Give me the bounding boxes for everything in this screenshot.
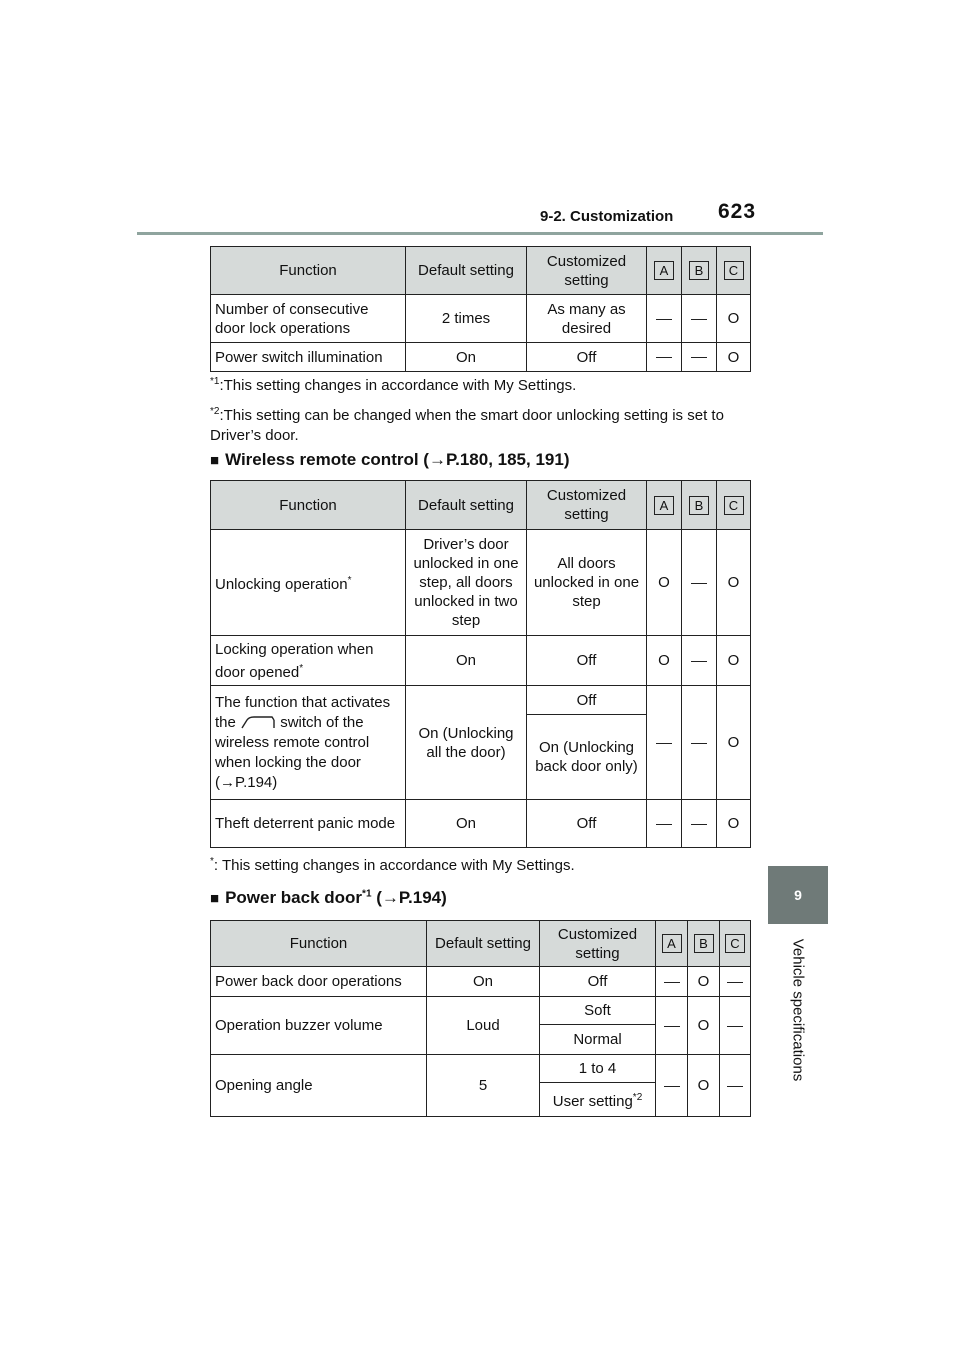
dash-mark (656, 743, 672, 744)
o-mark: O (717, 800, 751, 848)
o-mark: O (717, 686, 751, 800)
o-mark: O (647, 636, 682, 686)
dash-mark (656, 824, 672, 825)
cell-function: Number of consecutive door lock operations (211, 295, 406, 343)
dash-mark (691, 824, 707, 825)
chapter-tab: 9 (768, 866, 828, 924)
square-bullet-icon: ■ (210, 890, 220, 907)
dash-mark (691, 319, 707, 320)
cell-custom: All doors unlocked in one step (527, 530, 647, 636)
o-mark: O (717, 636, 751, 686)
cell-default: On (427, 967, 540, 997)
section-title: Power back door (225, 888, 363, 907)
section-ref: (→P.194) (376, 888, 447, 907)
col-b-box: B (689, 261, 709, 280)
col-a-box: A (654, 261, 674, 280)
dash-mark (656, 319, 672, 320)
footnote-mark: * (299, 662, 304, 674)
section-wireless-remote (210, 450, 569, 470)
footnote-mark: * (347, 575, 352, 586)
cell-default: On (Unlocking all the door) (406, 686, 527, 800)
cell-custom: On (Unlocking back door only) (527, 715, 647, 800)
page-number: 623 (718, 200, 757, 223)
function-text: Unlocking operation (215, 576, 348, 593)
cell-custom (540, 1083, 656, 1117)
cell-default: 2 times (406, 295, 527, 343)
o-mark: O (688, 997, 720, 1055)
col-customized: Customized setting (527, 481, 647, 530)
settings-table-3 (210, 920, 751, 1117)
function-text: The function that activates the (215, 693, 391, 731)
col-b-box: B (694, 934, 714, 953)
o-mark: O (717, 343, 751, 372)
col-a-box: A (662, 934, 682, 953)
col-c-box: C (724, 261, 744, 280)
dash-mark (691, 357, 707, 358)
col-a-box: A (654, 496, 674, 515)
square-bullet-icon: ■ (210, 452, 220, 469)
col-b-box: B (689, 496, 709, 515)
dash-mark (727, 1086, 743, 1087)
footnote-1 (210, 376, 576, 394)
settings-table-2 (210, 480, 751, 848)
back-door-icon (240, 716, 276, 730)
col-function: Function (211, 481, 406, 530)
o-mark: O (717, 295, 751, 343)
cell-custom: Off (527, 343, 647, 372)
cell-default: Loud (427, 997, 540, 1055)
col-function: Function (211, 921, 427, 967)
cell-function: Opening angle (211, 1055, 427, 1117)
section-power-back-door (210, 888, 447, 908)
dash-mark (691, 661, 707, 662)
col-default: Default setting (406, 481, 527, 530)
col-customized: Customized setting (527, 247, 647, 295)
section-header: 9-2. Customization (540, 208, 674, 225)
col-default: Default setting (427, 921, 540, 967)
col-customized: Customized setting (540, 921, 656, 967)
cell-custom: Normal (540, 1025, 656, 1055)
cell-function: Operation buzzer volume (211, 997, 427, 1055)
section-title: Wireless remote control (→P.180, 185, 191) (225, 450, 570, 469)
cell-custom: Soft (540, 997, 656, 1025)
settings-table-1 (210, 246, 751, 372)
o-mark: O (688, 1055, 720, 1117)
dash-mark (664, 1026, 680, 1027)
dash-mark (691, 743, 707, 744)
o-mark: O (647, 530, 682, 636)
col-c-box: C (724, 496, 744, 515)
function-text: switch of the wireless remote control when locking the door (→P.194) (215, 713, 370, 791)
cell-default: Driver’s door unlocked in one step, all doors unlocked in two step (406, 530, 527, 636)
dash-mark (664, 982, 680, 983)
cell-custom: As many as desired (527, 295, 647, 343)
o-mark: O (717, 530, 751, 636)
cell-function: Theft deterrent panic mode (211, 800, 406, 848)
dash-mark (727, 1026, 743, 1027)
footnote-text: :This setting can be changed when the smart door unlocking setting is set to Driver’s door. (210, 407, 724, 444)
col-function: Function (211, 247, 406, 295)
cell-default: On (406, 636, 527, 686)
footnote-mark: *1 (210, 376, 220, 387)
function-text: Locking operation when door opened (215, 640, 374, 681)
cell-custom: Off (527, 636, 647, 686)
header-rule (137, 232, 823, 235)
footnote-text: :This setting changes in accordance with My Settings. (219, 377, 577, 394)
cell-custom: Off (540, 967, 656, 997)
cell-custom: Off (527, 800, 647, 848)
col-c-box: C (725, 934, 745, 953)
cell-default: On (406, 800, 527, 848)
dash-mark (664, 1086, 680, 1087)
chapter-title: Vehicle specifications (789, 938, 807, 1082)
cell-custom: Off (527, 686, 647, 715)
cell-function: Power switch illumination (211, 343, 406, 372)
col-default: Default setting (406, 247, 527, 295)
footnote-mark: *2 (210, 406, 220, 417)
cell-custom: 1 to 4 (540, 1055, 656, 1083)
cell-function: Power back door operations (211, 967, 427, 997)
dash-mark (727, 982, 743, 983)
footnote-mark: * (210, 856, 214, 867)
cell-function (211, 530, 406, 636)
dash-mark (656, 357, 672, 358)
footnote-text: : This setting changes in accordance with My Settings. (213, 857, 575, 874)
footnote-mark: *1 (362, 888, 372, 900)
cell-function (211, 636, 406, 686)
footnote-3 (210, 856, 575, 874)
cell-default: On (406, 343, 527, 372)
cell-default: 5 (427, 1055, 540, 1117)
o-mark: O (688, 967, 720, 997)
custom-text: User setting (552, 1093, 633, 1110)
footnote-mark: *2 (632, 1092, 643, 1103)
footnote-2 (210, 402, 750, 446)
dash-mark (691, 583, 707, 584)
cell-function (211, 686, 406, 800)
